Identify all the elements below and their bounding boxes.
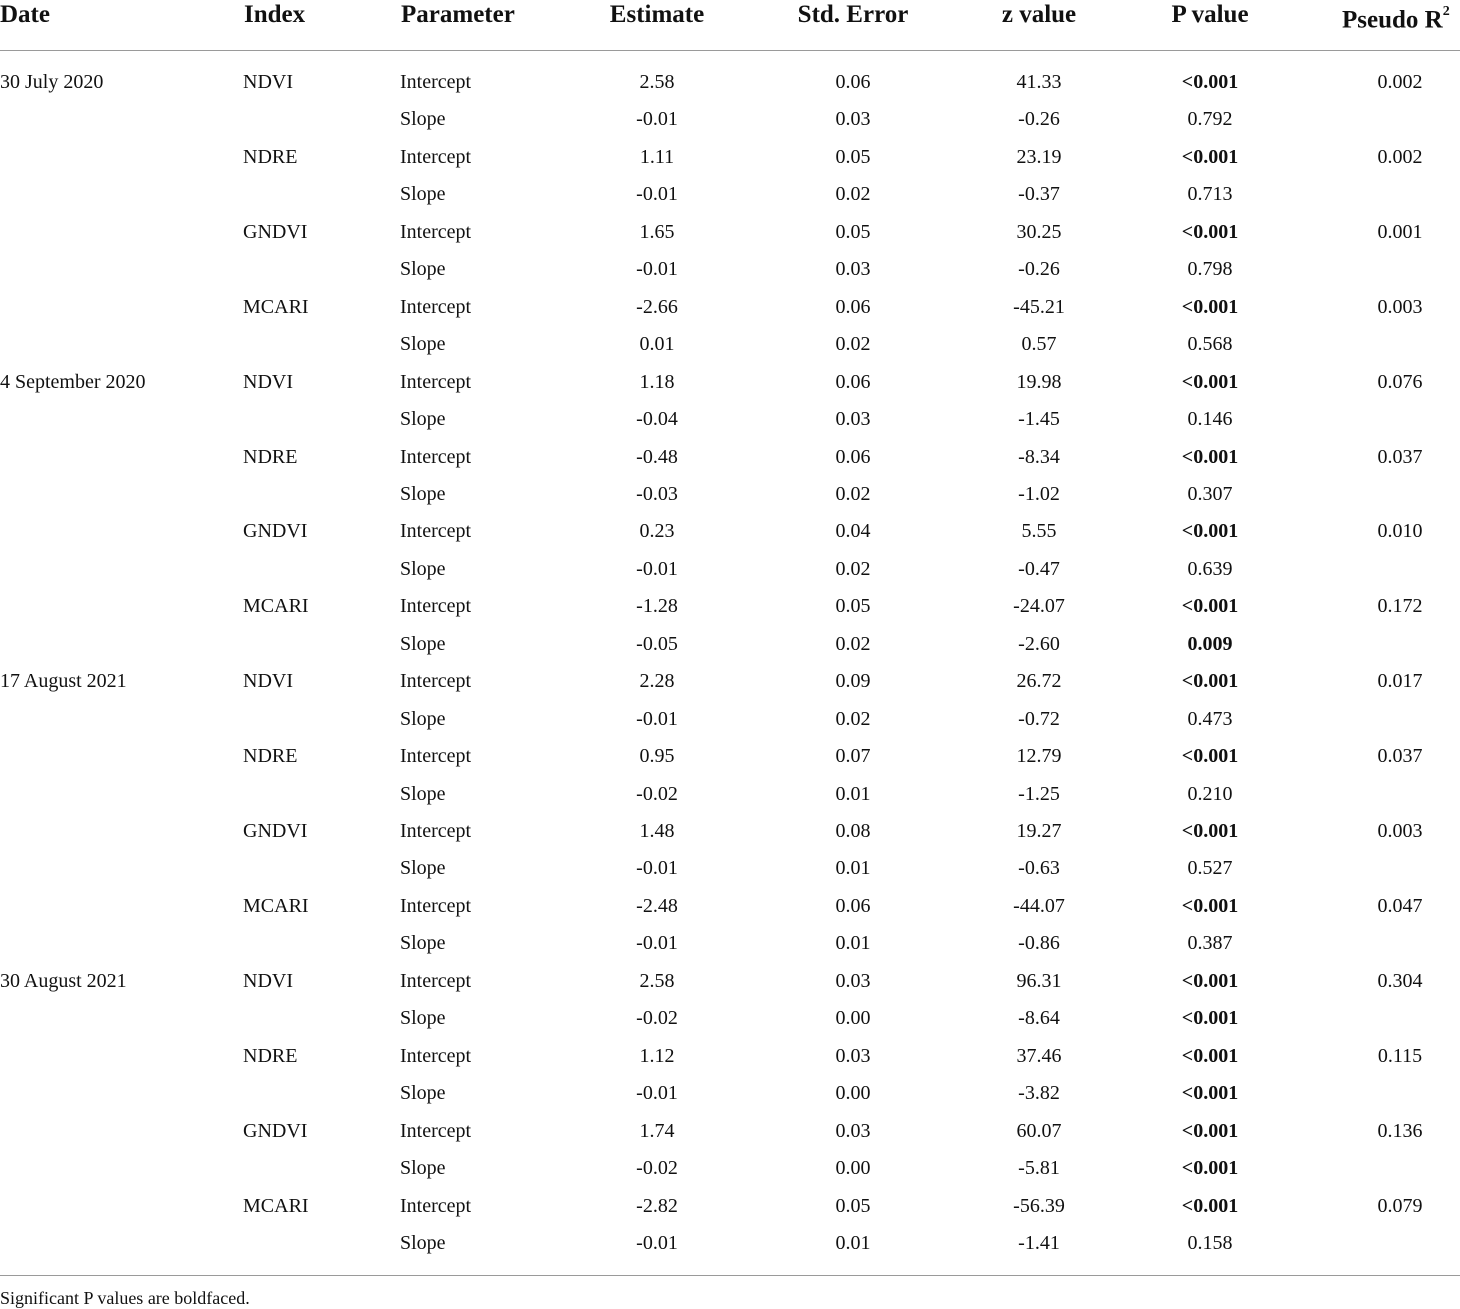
cell-std-error: 0.00 (835, 1157, 871, 1179)
cell-p-value: <0.001 (1181, 595, 1239, 617)
cell-std-error: 0.05 (835, 595, 871, 617)
cell-std-error: 0.00 (835, 1007, 871, 1029)
cell-std-error: 0.06 (835, 895, 871, 917)
cell-z-value: -1.41 (1018, 1232, 1060, 1254)
cell-p-value: <0.001 (1181, 745, 1239, 767)
table-bottom-rule (0, 1275, 1460, 1276)
header-estimate: Estimate (609, 1, 705, 28)
cell-index: NDVI (243, 371, 293, 393)
cell-estimate: -0.01 (636, 183, 678, 205)
cell-index: GNDVI (243, 221, 308, 243)
cell-estimate: -2.82 (636, 1195, 678, 1217)
cell-parameter: Slope (400, 1157, 446, 1179)
cell-p-value: 0.146 (1187, 408, 1233, 430)
cell-z-value: -0.47 (1018, 558, 1060, 580)
cell-estimate: 1.74 (639, 1120, 675, 1142)
cell-z-value: -1.45 (1018, 408, 1060, 430)
cell-parameter: Intercept (400, 670, 472, 692)
cell-z-value: -8.64 (1018, 1007, 1060, 1029)
cell-std-error: 0.01 (835, 1232, 871, 1254)
cell-z-value: -5.81 (1018, 1157, 1060, 1179)
cell-estimate: 1.18 (639, 371, 675, 393)
cell-std-error: 0.03 (835, 408, 871, 430)
cell-std-error: 0.00 (835, 1082, 871, 1104)
cell-std-error: 0.03 (835, 1120, 871, 1142)
cell-z-value: -45.21 (1013, 296, 1065, 318)
cell-index: NDRE (243, 146, 298, 168)
cell-parameter: Intercept (400, 1120, 472, 1142)
cell-parameter: Slope (400, 633, 446, 655)
cell-parameter: Intercept (400, 1045, 472, 1067)
cell-pseudo-r2: 0.304 (1377, 970, 1423, 992)
cell-index: MCARI (243, 595, 309, 617)
cell-p-value: 0.798 (1187, 258, 1233, 280)
cell-std-error: 0.07 (835, 745, 871, 767)
cell-z-value: -8.34 (1018, 446, 1060, 468)
cell-parameter: Slope (400, 558, 446, 580)
cell-estimate: -0.03 (636, 483, 678, 505)
cell-std-error: 0.02 (835, 333, 871, 355)
cell-z-value: 12.79 (1016, 745, 1062, 767)
header-p-value: P value (1171, 1, 1249, 28)
cell-estimate: -0.05 (636, 633, 678, 655)
cell-index: GNDVI (243, 820, 308, 842)
cell-pseudo-r2: 0.136 (1377, 1120, 1423, 1142)
cell-pseudo-r2: 0.002 (1377, 71, 1423, 93)
cell-estimate: -0.01 (636, 932, 678, 954)
table-header-row (0, 0, 1460, 51)
cell-std-error: 0.01 (835, 932, 871, 954)
cell-pseudo-r2: 0.002 (1377, 146, 1423, 168)
cell-p-value: <0.001 (1181, 1195, 1239, 1217)
cell-parameter: Intercept (400, 745, 472, 767)
cell-estimate: -0.48 (636, 446, 678, 468)
cell-p-value: <0.001 (1181, 1007, 1239, 1029)
cell-estimate: -2.48 (636, 895, 678, 917)
cell-z-value: 5.55 (1021, 520, 1057, 542)
header-std-error: Std. Error (797, 1, 909, 28)
cell-estimate: -2.66 (636, 296, 678, 318)
cell-parameter: Slope (400, 1007, 446, 1029)
cell-z-value: -3.82 (1018, 1082, 1060, 1104)
cell-parameter: Slope (400, 1232, 446, 1254)
cell-p-value: 0.527 (1187, 857, 1233, 879)
cell-std-error: 0.02 (835, 633, 871, 655)
cell-estimate: 1.11 (639, 146, 675, 168)
cell-p-value: 0.792 (1187, 108, 1233, 130)
cell-estimate: 0.23 (639, 520, 675, 542)
cell-std-error: 0.02 (835, 483, 871, 505)
cell-pseudo-r2: 0.003 (1377, 296, 1423, 318)
cell-std-error: 0.06 (835, 296, 871, 318)
cell-std-error: 0.05 (835, 146, 871, 168)
cell-p-value: <0.001 (1181, 296, 1239, 318)
cell-estimate: 0.95 (639, 745, 675, 767)
cell-p-value: 0.009 (1187, 633, 1233, 655)
cell-parameter: Slope (400, 932, 446, 954)
cell-estimate: -0.01 (636, 258, 678, 280)
cell-p-value: 0.568 (1187, 333, 1233, 355)
cell-std-error: 0.05 (835, 1195, 871, 1217)
cell-z-value: 60.07 (1016, 1120, 1062, 1142)
cell-std-error: 0.01 (835, 857, 871, 879)
cell-parameter: Intercept (400, 446, 472, 468)
cell-estimate: -0.02 (636, 1007, 678, 1029)
cell-index: MCARI (243, 296, 309, 318)
cell-parameter: Slope (400, 857, 446, 879)
cell-p-value: 0.387 (1187, 932, 1233, 954)
cell-date: 17 August 2021 (0, 670, 127, 692)
cell-z-value: 30.25 (1016, 221, 1062, 243)
cell-p-value: 0.713 (1187, 183, 1233, 205)
cell-parameter: Intercept (400, 970, 472, 992)
cell-estimate: -0.01 (636, 108, 678, 130)
cell-p-value: 0.473 (1187, 708, 1233, 730)
cell-std-error: 0.02 (835, 558, 871, 580)
cell-estimate: -0.01 (636, 708, 678, 730)
cell-estimate: -0.01 (636, 1232, 678, 1254)
cell-p-value: <0.001 (1181, 670, 1239, 692)
cell-estimate: -1.28 (636, 595, 678, 617)
cell-estimate: 1.65 (639, 221, 675, 243)
cell-p-value: <0.001 (1181, 1045, 1239, 1067)
cell-estimate: -0.01 (636, 857, 678, 879)
cell-std-error: 0.03 (835, 108, 871, 130)
cell-parameter: Intercept (400, 146, 472, 168)
cell-index: GNDVI (243, 1120, 308, 1142)
cell-p-value: <0.001 (1181, 1082, 1239, 1104)
cell-index: GNDVI (243, 520, 308, 542)
cell-z-value: 0.57 (1021, 333, 1057, 355)
cell-z-value: -1.02 (1018, 483, 1060, 505)
cell-std-error: 0.03 (835, 258, 871, 280)
cell-z-value: 23.19 (1016, 146, 1062, 168)
cell-p-value: <0.001 (1181, 520, 1239, 542)
cell-index: NDRE (243, 1045, 298, 1067)
cell-z-value: 26.72 (1016, 670, 1062, 692)
cell-index: MCARI (243, 895, 309, 917)
header-parameter: Parameter (401, 1, 515, 28)
cell-z-value: -2.60 (1018, 633, 1060, 655)
cell-p-value: 0.158 (1187, 1232, 1233, 1254)
cell-parameter: Intercept (400, 371, 472, 393)
cell-p-value: <0.001 (1181, 820, 1239, 842)
cell-index: NDRE (243, 745, 298, 767)
cell-pseudo-r2: 0.047 (1377, 895, 1423, 917)
cell-estimate: -0.01 (636, 1082, 678, 1104)
cell-p-value: <0.001 (1181, 446, 1239, 468)
cell-p-value: <0.001 (1181, 371, 1239, 393)
cell-date: 30 July 2020 (0, 71, 104, 93)
cell-p-value: <0.001 (1181, 970, 1239, 992)
cell-std-error: 0.06 (835, 71, 871, 93)
cell-pseudo-r2: 0.010 (1377, 520, 1423, 542)
cell-z-value: 41.33 (1016, 71, 1062, 93)
cell-index: NDVI (243, 71, 293, 93)
cell-z-value: -44.07 (1013, 895, 1065, 917)
cell-parameter: Slope (400, 483, 446, 505)
cell-std-error: 0.04 (835, 520, 871, 542)
cell-z-value: 19.98 (1016, 371, 1062, 393)
cell-parameter: Intercept (400, 895, 472, 917)
cell-parameter: Slope (400, 183, 446, 205)
header-pseudo-r2-label: Pseudo R (1342, 6, 1443, 34)
cell-z-value: -1.25 (1018, 783, 1060, 805)
cell-z-value: -0.37 (1018, 183, 1060, 205)
header-z-value: z value (1001, 1, 1077, 28)
table-footnote: Significant P values are boldfaced. (0, 1288, 250, 1308)
header-pseudo-r2 (1342, 0, 1450, 35)
cell-estimate: 2.28 (639, 670, 675, 692)
cell-p-value: 0.210 (1187, 783, 1233, 805)
cell-std-error: 0.09 (835, 670, 871, 692)
header-date: Date (0, 1, 50, 28)
cell-z-value: -24.07 (1013, 595, 1065, 617)
cell-parameter: Slope (400, 783, 446, 805)
cell-z-value: -0.26 (1018, 108, 1060, 130)
cell-parameter: Intercept (400, 71, 472, 93)
cell-pseudo-r2: 0.172 (1377, 595, 1423, 617)
cell-z-value: -0.86 (1018, 932, 1060, 954)
cell-estimate: 2.58 (639, 71, 675, 93)
cell-z-value: 37.46 (1016, 1045, 1062, 1067)
cell-parameter: Slope (400, 708, 446, 730)
cell-parameter: Slope (400, 333, 446, 355)
cell-std-error: 0.03 (835, 970, 871, 992)
cell-z-value: 19.27 (1016, 820, 1062, 842)
cell-pseudo-r2: 0.003 (1377, 820, 1423, 842)
cell-p-value: 0.639 (1187, 558, 1233, 580)
cell-z-value: 96.31 (1016, 970, 1062, 992)
header-pseudo-r2-superscript: 2 (1442, 4, 1450, 19)
cell-index: MCARI (243, 1195, 309, 1217)
cell-estimate: 2.58 (639, 970, 675, 992)
header-index: Index (244, 1, 306, 28)
cell-index: NDRE (243, 446, 298, 468)
cell-pseudo-r2: 0.001 (1377, 221, 1423, 243)
cell-parameter: Slope (400, 1082, 446, 1104)
cell-p-value: <0.001 (1181, 895, 1239, 917)
cell-p-value: 0.307 (1187, 483, 1233, 505)
cell-parameter: Slope (400, 108, 446, 130)
cell-pseudo-r2: 0.079 (1377, 1195, 1423, 1217)
cell-p-value: <0.001 (1181, 1157, 1239, 1179)
cell-std-error: 0.08 (835, 820, 871, 842)
cell-estimate: 1.12 (639, 1045, 675, 1067)
cell-p-value: <0.001 (1181, 146, 1239, 168)
cell-index: NDVI (243, 970, 293, 992)
cell-parameter: Intercept (400, 296, 472, 318)
cell-std-error: 0.06 (835, 371, 871, 393)
cell-estimate: -0.02 (636, 1157, 678, 1179)
cell-p-value: <0.001 (1181, 221, 1239, 243)
cell-parameter: Intercept (400, 221, 472, 243)
cell-estimate: -0.01 (636, 558, 678, 580)
cell-parameter: Slope (400, 408, 446, 430)
cell-pseudo-r2: 0.076 (1377, 371, 1423, 393)
cell-std-error: 0.03 (835, 1045, 871, 1067)
cell-std-error: 0.01 (835, 783, 871, 805)
cell-std-error: 0.05 (835, 221, 871, 243)
cell-std-error: 0.02 (835, 708, 871, 730)
cell-pseudo-r2: 0.037 (1377, 745, 1423, 767)
cell-parameter: Intercept (400, 520, 472, 542)
cell-estimate: 0.01 (639, 333, 675, 355)
cell-pseudo-r2: 0.037 (1377, 446, 1423, 468)
cell-p-value: <0.001 (1181, 1120, 1239, 1142)
cell-estimate: -0.04 (636, 408, 678, 430)
cell-date: 30 August 2021 (0, 970, 127, 992)
cell-parameter: Intercept (400, 595, 472, 617)
cell-p-value: <0.001 (1181, 71, 1239, 93)
cell-std-error: 0.06 (835, 446, 871, 468)
cell-z-value: -0.72 (1018, 708, 1060, 730)
cell-std-error: 0.02 (835, 183, 871, 205)
cell-parameter: Slope (400, 258, 446, 280)
cell-estimate: -0.02 (636, 783, 678, 805)
cell-parameter: Intercept (400, 1195, 472, 1217)
cell-parameter: Intercept (400, 820, 472, 842)
cell-estimate: 1.48 (639, 820, 675, 842)
cell-z-value: -0.26 (1018, 258, 1060, 280)
cell-date: 4 September 2020 (0, 371, 146, 393)
cell-z-value: -0.63 (1018, 857, 1060, 879)
cell-index: NDVI (243, 670, 293, 692)
cell-z-value: -56.39 (1013, 1195, 1065, 1217)
cell-pseudo-r2: 0.017 (1377, 670, 1423, 692)
cell-pseudo-r2: 0.115 (1377, 1045, 1423, 1067)
